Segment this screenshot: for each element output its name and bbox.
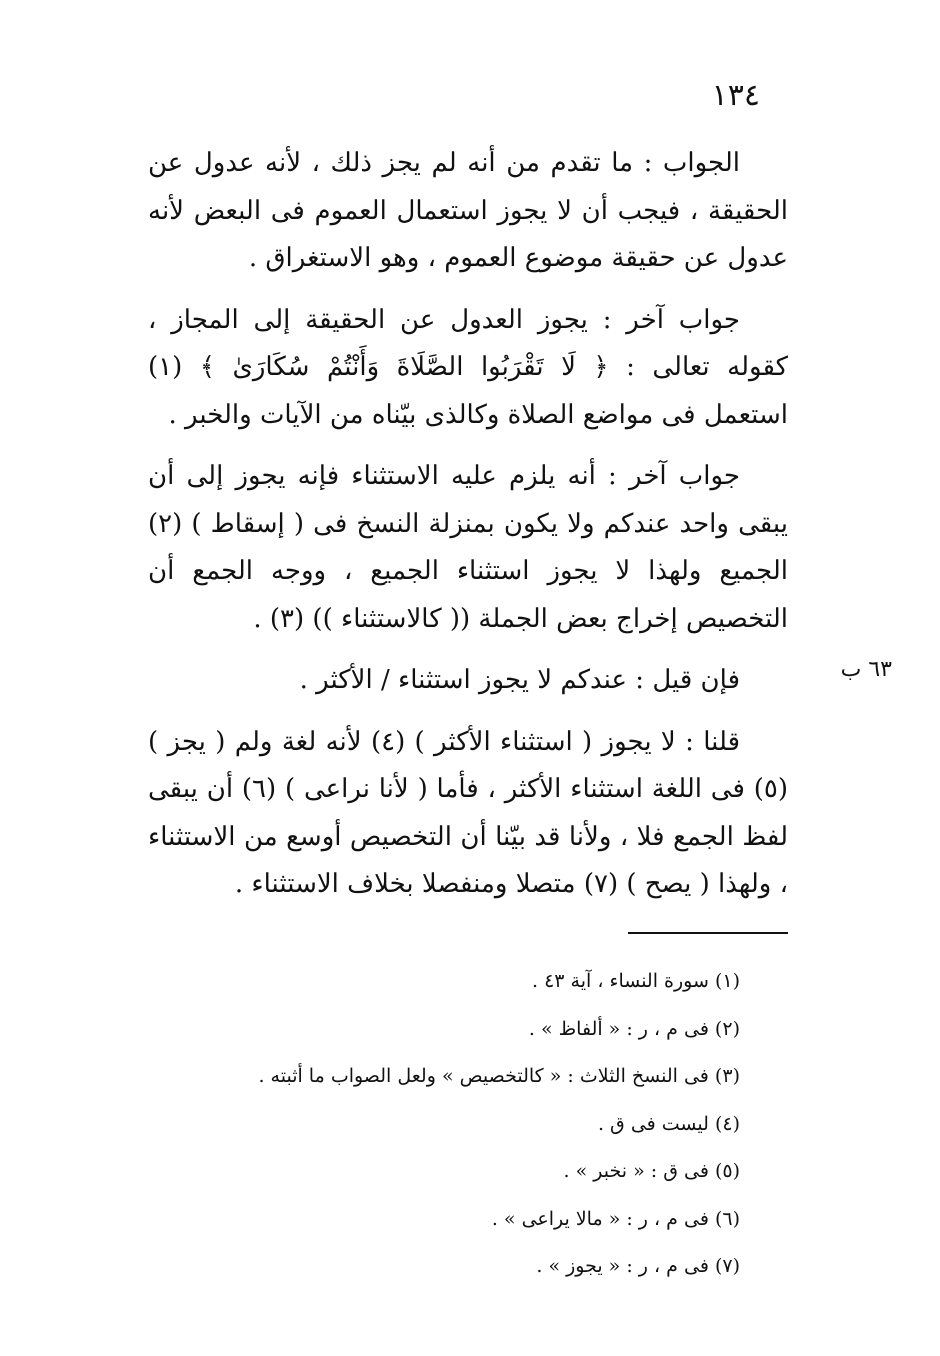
footnotes	[140, 958, 740, 1291]
paragraph-answer: الجواب : ما تقدم من أنه لم يجز ذلك ، لأنه عدول عن الحقيقة ، فيجب أن لا يجوز استعمال العموم فى البعض لأنه عدول عن حقيقة موضوع العموم ، وهو الاستغراق .	[148, 148, 788, 273]
paragraph-reply: قلنا : لا يجوز ( استثناء الأكثر ) (٤) لأنه لغة ولم ( يجز )(٥) فى اللغة استثناء الأكثر ، فأما ( لأنا نراعى ) (٦) أن يبقى لفظ الجمع فلا ، ولأنا قد بيّنا أن التخصيص أوسع من الاستثناء ، ولهذا ( يصح ) (٧) متصلا ومنفصلا بخلاف الاستثناء .	[148, 726, 789, 899]
footnote-1: (١) سورة النساء ، آية ٤٣ .	[532, 970, 740, 992]
footnote-3: (٣) فى النسخ الثلاث : « كالتخصيص » ولعل الصواب ما أثبته .	[258, 1065, 740, 1087]
main-text	[148, 140, 788, 923]
footnote-4: (٤) ليست فى ق .	[597, 1112, 740, 1135]
page-number: ١٣٤	[711, 78, 760, 113]
footnote-6: (٦) فى م ، ر : « مالا يراعى » .	[491, 1207, 740, 1230]
paragraph-objection: فإن قيل : عندكم لا يجوز استثناء / الأكثر .	[299, 665, 740, 695]
footnote-divider	[628, 932, 788, 934]
paragraph-another-answer-2: جواب آخر : أنه يلزم عليه الاستثناء فإنه يجوز إلى أن يبقى واحد عندكم ولا يكون بمنزلة النسخ فى ( إسقاط ) (٢) الجميع ولهذا لا يجوز استثناء الجميع ، ووجه الجمع أن التخصيص إخراج بعض الجملة (( كالاستثناء )) (٣) .	[148, 461, 788, 634]
footnote-2: (٢) فى م ، ر : « ألفاظ » .	[528, 1017, 740, 1040]
margin-folio-marker: ٦٣ ب	[840, 657, 892, 682]
footnote-7: (٧) فى م ، ر : « يجوز » .	[536, 1255, 740, 1277]
paragraph-another-answer-1: جواب آخر : يجوز العدول عن الحقيقة إلى المجاز ، كقوله تعالى : ﴿ لَا تَقْرَبُوا الصَّلَاةَ وَأَنْتُمْ سُكَارَىٰ ﴾ (١) استعمل فى مواضع الصلاة وكالذى بيّناه من الآيات والخبر .	[148, 304, 788, 430]
footnote-5: (٥) فى ق : « نخبر » .	[563, 1160, 740, 1182]
